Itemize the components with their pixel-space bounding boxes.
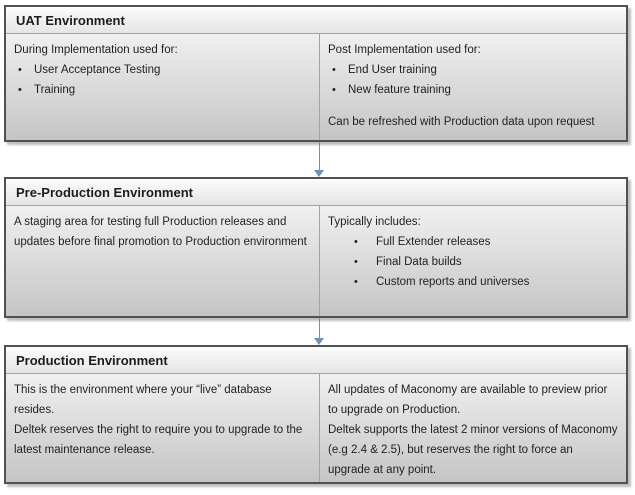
list-item (14, 60, 311, 80)
list-item-text: Training (34, 84, 76, 96)
bullet-icon: • (332, 64, 336, 76)
list-item-text: Custom reports and universes (376, 276, 530, 288)
arrow-uat-to-preprod (313, 142, 326, 177)
arrow-down-icon (314, 170, 324, 177)
prod-box-header (6, 347, 626, 374)
preprod-left-column (6, 206, 319, 316)
prod-upgrade-right-text: Deltek reserves the right to require you to upgrade to the latest maintenance release. (14, 424, 303, 456)
arrow-down-icon (314, 338, 324, 345)
preprod-description: A staging area for testing full Production releases and updates before final promotion to Production environment (14, 216, 307, 248)
prod-left-column (6, 374, 319, 482)
list-item (14, 80, 311, 100)
bullet-icon: • (18, 84, 22, 96)
preprod-box-body (6, 206, 626, 316)
preprod-right-column (319, 206, 626, 316)
bullet-icon: • (354, 256, 358, 268)
bullet-icon: • (332, 84, 336, 96)
uat-left-column (6, 34, 319, 140)
list-item-text: User Acceptance Testing (34, 64, 161, 76)
list-item (328, 252, 618, 272)
prod-box-title: Production Environment (16, 352, 168, 368)
uat-right-intro: Post Implementation used for: (328, 44, 481, 56)
list-item (328, 80, 618, 100)
list-item-text: End User training (348, 64, 437, 76)
uat-right-column (319, 34, 626, 140)
uat-box-header (6, 7, 626, 34)
arrow-shaft (319, 318, 321, 338)
uat-left-intro: During Implementation used for: (14, 44, 178, 56)
arrow-preprod-to-prod (313, 318, 326, 345)
list-item (328, 60, 618, 80)
list-item-text: Final Data builds (376, 256, 462, 268)
list-item-text: New feature training (348, 84, 451, 96)
preproduction-environment-box (4, 177, 628, 318)
preprod-box-header (6, 179, 626, 206)
bullet-icon: • (18, 64, 22, 76)
prod-right-column (319, 374, 626, 482)
prod-box-body (6, 374, 626, 482)
uat-environment-box (4, 5, 628, 142)
list-item (328, 272, 618, 292)
uat-box-body (6, 34, 626, 140)
prod-preview-text: All updates of Maconomy are available to preview prior to upgrade on Production. (328, 384, 608, 416)
bullet-icon: • (354, 276, 358, 288)
prod-versions-text: Deltek supports the latest 2 minor versions of Maconomy (e.g 2.4 & 2.5), but reserves the right to force an upgrade at any point. (328, 424, 618, 476)
production-environment-box (4, 345, 628, 484)
list-item-text: Full Extender releases (376, 236, 491, 248)
prod-live-db-text: This is the environment where your “live” database resides. (14, 384, 272, 416)
arrow-shaft (319, 142, 321, 170)
preprod-right-intro: Typically includes: (328, 216, 421, 228)
bullet-icon: • (354, 236, 358, 248)
preprod-box-title: Pre-Production Environment (16, 184, 193, 200)
uat-refresh-note: Can be refreshed with Production data upon request (328, 116, 595, 128)
list-item (328, 232, 618, 252)
uat-box-title: UAT Environment (16, 12, 125, 28)
